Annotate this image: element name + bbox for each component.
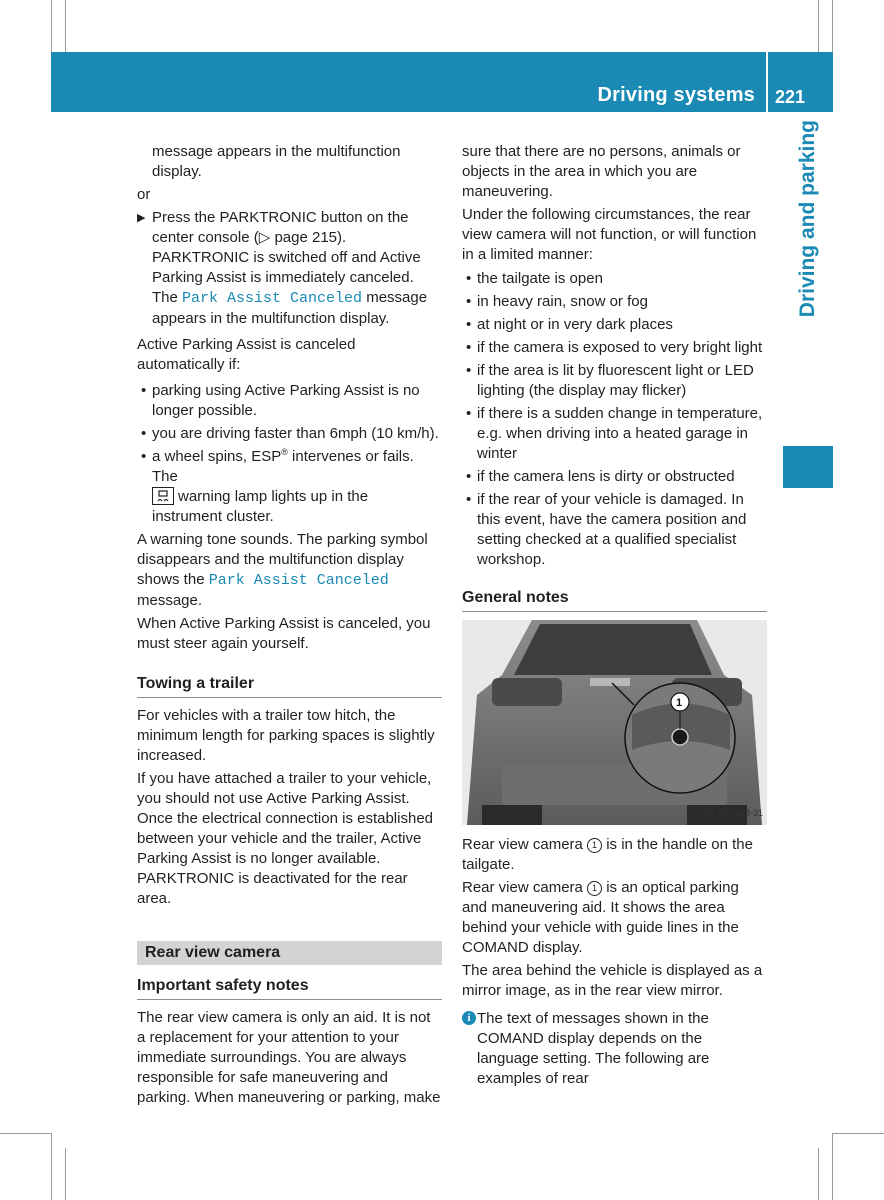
crop-mark	[818, 0, 819, 52]
paragraph: Under the following circumstances, the rear view camera will not function, or will function in a limited manner:	[462, 206, 757, 263]
list-item: • the tailgate is open	[466, 270, 603, 287]
paragraph: If you have attached a trailer to your vehicle, you should not use Active Parking Assist. Once the electrical connection is established between your vehicle and the trailer, Active Parking Assist is no longer available. PARKTRONIC is deactivated for the rear area.	[137, 770, 434, 907]
page-header	[51, 52, 833, 112]
right-column	[462, 142, 767, 1089]
paragraph-text: Rear view camera	[462, 836, 588, 853]
info-icon: i	[462, 1011, 476, 1025]
rear-camera-figure	[462, 620, 767, 825]
subheading-general-notes: General notes	[462, 588, 767, 612]
chapter-side-tab	[783, 112, 833, 430]
info-text: The text of messages shown in the COMAND display depends on the language setting. The following are examples of rear	[477, 1010, 710, 1087]
page-number: 221	[775, 87, 806, 107]
list-item-text: if there is a sudden change in temperature, e.g. when driving into a heated garage in winter	[477, 405, 763, 462]
list-item-text: a wheel spins, ESP	[152, 448, 282, 465]
car-rear-illustration	[462, 620, 767, 825]
paragraph-text: Rear view camera	[462, 879, 588, 896]
paragraph-text: is an optical parking and maneuvering aid. It shows the area behind your vehicle with guide lines in the COMAND display.	[462, 879, 739, 956]
registered-mark: ®	[281, 447, 288, 457]
figure-callout-number: 1	[676, 697, 683, 709]
paragraph-text: A warning tone sounds. The parking symbol disappears and the multifunction display shows the	[137, 531, 428, 588]
step-text: page 215). PARKTRONIC is switched off and Active Parking Assist is immediately canceled. The	[152, 229, 421, 306]
chapter-label: Driving and parking	[796, 120, 819, 318]
crop-mark	[832, 1133, 833, 1200]
header-divider	[766, 52, 768, 112]
paragraph: message appears in the multifunction display.	[152, 143, 401, 180]
list-item: • a wheel spins, ESP® intervenes or fails. The warning lamp lights up in the instrument cluster.	[141, 447, 414, 525]
list-item-text: in heavy rain, snow or fog	[477, 293, 648, 310]
crop-mark	[51, 1133, 52, 1200]
paragraph: When Active Parking Assist is canceled, you must steer again yourself.	[137, 615, 431, 652]
list-item-text: you are driving faster than 6mph (10 km/h).	[152, 425, 439, 442]
section-heading-rear-view-camera: Rear view camera	[137, 941, 442, 965]
list-item: • parking using Active Parking Assist is no longer possible.	[141, 382, 420, 419]
list-item-text: parking using Active Parking Assist is no longer possible.	[152, 382, 420, 419]
paragraph	[462, 835, 767, 875]
list-item: • if the camera is exposed to very bright light	[466, 339, 763, 356]
chapter-marker	[783, 446, 833, 488]
paragraph	[137, 530, 442, 611]
paragraph	[462, 878, 767, 958]
paragraph: sure that there are no persons, animals or objects in the area in which you are maneuvering.	[462, 143, 741, 200]
paragraph: For vehicles with a trailer tow hitch, the minimum length for parking spaces is slightly increased.	[137, 707, 435, 764]
callout-1-icon: 1	[587, 838, 602, 853]
list-item-text: at night or in very dark places	[477, 316, 673, 333]
list-item-text: intervenes or fails. The	[152, 448, 414, 485]
list-item-text: if the camera is exposed to very bright light	[477, 339, 763, 356]
step-text: message appears in the multifunction display.	[152, 289, 428, 327]
paragraph: The rear view camera is only an aid. It is not a replacement for your attention to your immediate surroundings. You are always responsible for safe maneuvering and parking. When maneuvering or parking, make	[137, 1009, 441, 1106]
step-arrow-icon: ▶	[137, 212, 146, 224]
display-message: Park Assist Canceled	[182, 290, 363, 307]
display-message: Park Assist Canceled	[208, 572, 389, 589]
page-ref-arrow-icon: ▷	[258, 229, 271, 246]
list-item-text: warning lamp lights up in the instrument cluster.	[152, 488, 369, 525]
list-item: • if the area is lit by fluorescent light or LED lighting (the display may flicker)	[466, 362, 754, 399]
list-item: • if there is a sudden change in temperature, e.g. when driving into a heated garage in winter	[466, 405, 763, 462]
paragraph: The area behind the vehicle is displayed as a mirror image, as in the rear view mirror.	[462, 962, 763, 999]
crop-mark	[65, 1148, 66, 1200]
figure-code: P54.65-4448-31	[698, 808, 763, 818]
list-item-text: if the rear of your vehicle is damaged. In this event, have the camera position and setting checked at a qualified specialist workshop.	[477, 491, 747, 568]
list-item: • you are driving faster than 6mph (10 km/h).	[141, 425, 439, 442]
crop-mark	[51, 0, 52, 52]
list-item: • at night or in very dark places	[466, 316, 673, 333]
section-title: Driving systems	[597, 84, 755, 106]
crop-mark	[0, 1133, 51, 1134]
step-text: Press the PARKTRONIC button on the center console (	[152, 209, 409, 246]
callout-1-icon: 1	[587, 881, 602, 896]
or-text: or	[137, 186, 151, 203]
esp-warning-lamp-icon	[152, 487, 174, 505]
list-item: • in heavy rain, snow or fog	[466, 293, 648, 310]
paragraph-text: is in the handle on the tailgate.	[462, 836, 753, 873]
list-item: • if the camera lens is dirty or obstructed	[466, 468, 735, 485]
crop-mark	[832, 0, 833, 52]
list-item-text: if the area is lit by fluorescent light or LED lighting (the display may flicker)	[477, 362, 754, 399]
list-item: • if the rear of your vehicle is damaged. In this event, have the camera position and setting checked at a qualified specialist workshop.	[466, 491, 747, 568]
instruction-step	[137, 208, 442, 329]
paragraph: Active Parking Assist is canceled automatically if:	[137, 336, 356, 373]
left-column	[137, 142, 442, 1111]
paragraph-text: message.	[137, 592, 203, 609]
subheading-towing: Towing a trailer	[137, 674, 442, 698]
crop-mark	[818, 1148, 819, 1200]
list-item-text: the tailgate is open	[477, 270, 603, 287]
list-item-text: if the camera lens is dirty or obstructed	[477, 468, 735, 485]
subheading-safety-notes: Important safety notes	[137, 976, 442, 1000]
crop-mark	[832, 1133, 884, 1134]
info-note	[462, 1009, 767, 1089]
crop-mark	[65, 0, 66, 52]
